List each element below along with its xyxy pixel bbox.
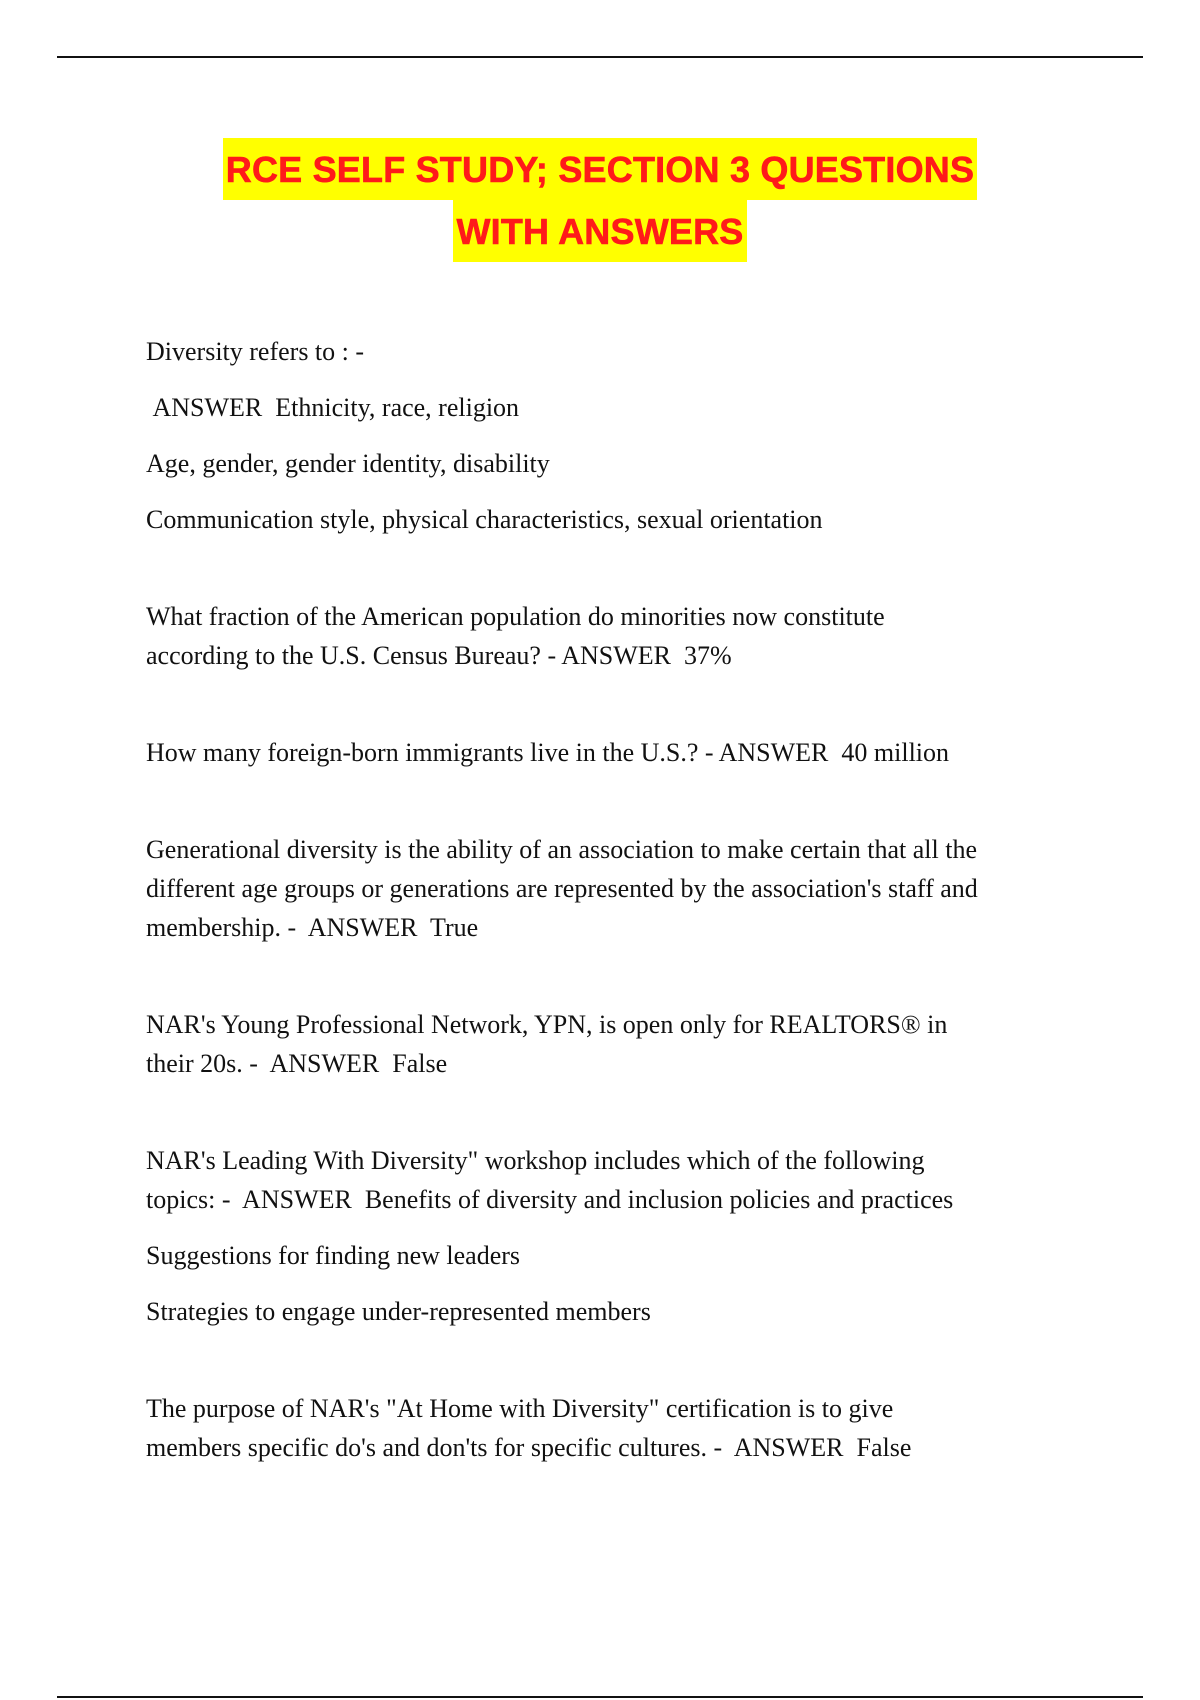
qa-item-4 [146, 830, 1086, 947]
document-title [0, 138, 1200, 262]
qa-text: according to the U.S. Census Bureau? - ANSWER 37% [146, 641, 732, 670]
qa-item-5 [146, 1005, 1086, 1083]
qa-text: The purpose of NAR's "At Home with Diversity" certification is to give [146, 1394, 894, 1423]
answer-text: Strategies to engage under-represented members [146, 1297, 651, 1326]
qa-text: their 20s. - ANSWER False [146, 1049, 448, 1078]
qa-text: topics: - ANSWER Benefits of diversity and inclusion policies and practices [146, 1185, 954, 1214]
qa-item-7 [146, 1389, 1086, 1467]
qa-text: NAR's Young Professional Network, YPN, is open only for REALTORS® in [146, 1010, 948, 1039]
answer-text: Age, gender, gender identity, disability [146, 449, 550, 478]
qa-text: What fraction of the American population do minorities now constitute [146, 602, 885, 631]
question-text: Diversity refers to : - [146, 337, 365, 366]
bottom-rule [57, 1696, 1143, 1698]
qa-text: membership. - ANSWER True [146, 913, 479, 942]
top-rule [57, 56, 1143, 58]
qa-item-2 [146, 597, 1086, 675]
qa-text: NAR's Leading With Diversity" workshop includes which of the following [146, 1146, 925, 1175]
title-line-1: RCE SELF STUDY; SECTION 3 QUESTIONS [223, 138, 977, 200]
qa-text: How many foreign-born immigrants live in the U.S.? - ANSWER 40 million [146, 738, 950, 767]
title-line-2: WITH ANSWERS [453, 200, 746, 262]
qa-item-6 [146, 1141, 1086, 1331]
qa-item-3 [146, 733, 1086, 772]
qa-text: different age groups or generations are represented by the association's staff and [146, 874, 978, 903]
qa-text: Generational diversity is the ability of an association to make certain that all the [146, 835, 978, 864]
qa-text: members specific do's and don'ts for specific cultures. - ANSWER False [146, 1433, 912, 1462]
answer-text: Communication style, physical characteristics, sexual orientation [146, 505, 823, 534]
document-body [146, 332, 1086, 1467]
answer-text: ANSWER Ethnicity, race, religion [146, 393, 520, 422]
qa-item-1 [146, 332, 1086, 539]
answer-text: Suggestions for finding new leaders [146, 1241, 521, 1270]
